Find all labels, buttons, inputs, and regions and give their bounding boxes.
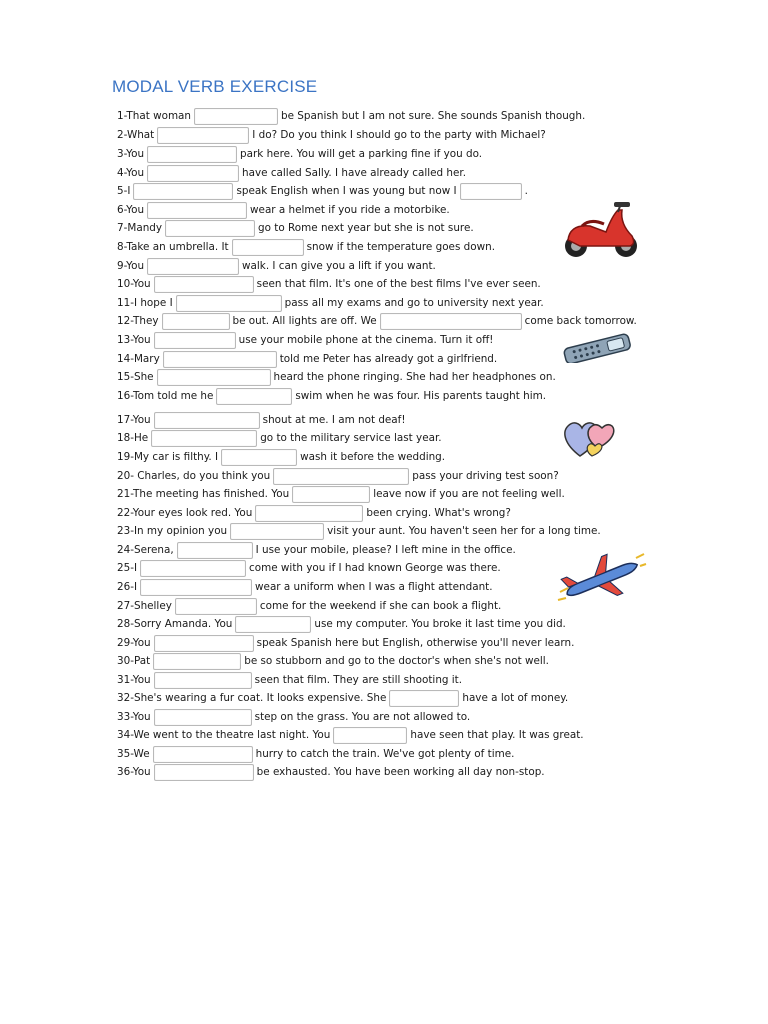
exercise-text: come with you if I had known George was there.	[249, 562, 501, 574]
exercise-text: be Spanish but I am not sure. She sounds Spanish though.	[281, 110, 586, 122]
exercise-text: 27-Shelley	[117, 600, 172, 612]
exercise-text: be so stubborn and go to the doctor's when she's not well.	[244, 655, 549, 667]
exercise-text: 12-They	[117, 315, 159, 327]
exercise-text: 18-He	[117, 432, 149, 444]
exercise-line	[117, 522, 601, 540]
exercise-text: 6-You	[117, 204, 145, 216]
exercise-line	[117, 448, 445, 466]
exercise-text: 4-You	[117, 167, 145, 179]
exercise-line	[117, 331, 493, 349]
answer-blank[interactable]	[165, 220, 255, 237]
answer-blank[interactable]	[232, 239, 304, 256]
exercise-line	[117, 312, 637, 330]
exercise-text: swim when he was four. His parents taught him.	[295, 390, 547, 402]
mobile-phone-icon	[560, 333, 634, 363]
exercise-text: be out. All lights are off. We	[232, 315, 377, 327]
answer-blank[interactable]	[154, 412, 260, 429]
exercise-text: 3-You	[117, 148, 145, 160]
exercise-text: use my computer. You broke it last time you did.	[314, 618, 566, 630]
answer-blank[interactable]	[147, 146, 237, 163]
exercise-text: 20- Charles, do you think you	[117, 470, 271, 482]
answer-blank[interactable]	[292, 486, 370, 503]
exercise-text: have called Sally. I have already called her.	[242, 167, 467, 179]
exercise-text: step on the grass. You are not allowed to.	[254, 711, 471, 723]
exercise-text: park here. You will get a parking fine if you do.	[240, 148, 483, 160]
answer-blank[interactable]	[221, 449, 297, 466]
exercise-text: 17-You	[117, 414, 151, 426]
answer-blank[interactable]	[151, 430, 257, 447]
exercise-line	[117, 708, 470, 726]
exercise-text: 19-My car is filthy. I	[117, 451, 219, 463]
exercise-line	[117, 485, 565, 503]
exercise-text: 10-You	[117, 278, 151, 290]
exercise-line	[117, 541, 516, 559]
answer-blank[interactable]	[140, 560, 246, 577]
exercise-text: 24-Serena,	[117, 544, 174, 556]
exercise-line	[117, 219, 474, 237]
answer-blank[interactable]	[175, 598, 257, 615]
exercise-line	[117, 257, 436, 275]
exercise-text: have seen that play. It was great.	[410, 729, 584, 741]
exercise-text: 30-Pat	[117, 655, 151, 667]
exercise-text: I use your mobile, please? I left mine in the office.	[255, 544, 516, 556]
exercise-line	[117, 368, 556, 386]
answer-blank[interactable]	[154, 635, 254, 652]
exercise-text: told me Peter has already got a girlfriend.	[279, 353, 498, 365]
exercise-text: walk. I can give you a lift if you want.	[242, 260, 436, 272]
exercise-line	[117, 411, 406, 429]
exercise-line	[117, 107, 585, 125]
exercise-text: 5-I	[117, 185, 131, 197]
exercise-text: seen that film. It's one of the best films I've ever seen.	[256, 278, 541, 290]
exercise-text: shout at me. I am not deaf!	[262, 414, 406, 426]
exercise-text: 26-I	[117, 581, 138, 593]
exercise-text: .	[524, 185, 528, 197]
answer-blank[interactable]	[153, 746, 253, 763]
exercise-line	[117, 689, 568, 707]
exercise-line	[117, 634, 574, 652]
exercise-line	[117, 504, 511, 522]
exercise-text: 16-Tom told me he	[117, 390, 214, 402]
exercise-line	[117, 726, 584, 744]
exercise-line	[117, 597, 501, 615]
answer-blank[interactable]	[194, 108, 278, 125]
exercise-text: speak English when I was young but now I	[236, 185, 457, 197]
answer-blank[interactable]	[216, 388, 292, 405]
exercise-text: 2-What	[117, 129, 155, 141]
exercise-text: leave now if you are not feeling well.	[373, 488, 565, 500]
exercise-text: 13-You	[117, 334, 151, 346]
scooter-icon	[560, 196, 642, 260]
exercise-text: 33-You	[117, 711, 151, 723]
answer-blank[interactable]	[235, 616, 311, 633]
exercise-text: 25-I	[117, 562, 138, 574]
answer-blank[interactable]	[176, 295, 282, 312]
exercise-line	[117, 467, 559, 485]
exercise-text: wear a uniform when I was a flight attendant.	[255, 581, 493, 593]
exercise-line	[117, 387, 546, 405]
exercise-line	[117, 182, 528, 200]
exercise-text: 7-Mandy	[117, 222, 163, 234]
answer-blank[interactable]	[162, 313, 230, 330]
answer-blank[interactable]	[133, 183, 233, 200]
answer-blank[interactable]	[140, 579, 252, 596]
exercise-text: snow if the temperature goes down.	[306, 241, 496, 253]
answer-blank[interactable]	[154, 276, 254, 293]
exercise-line	[117, 164, 466, 182]
hearts-icon	[562, 412, 616, 462]
page-title: MODAL VERB EXERCISE	[112, 77, 318, 96]
answer-blank[interactable]	[157, 369, 271, 386]
exercise-text: wash it before the wedding.	[300, 451, 446, 463]
exercise-text: come for the weekend if she can book a flight.	[259, 600, 502, 612]
exercise-text: have a lot of money.	[462, 692, 569, 704]
exercise-text: 35-We	[117, 748, 150, 760]
answer-blank[interactable]	[177, 542, 253, 559]
exercise-text: 11-I hope I	[117, 297, 173, 309]
exercise-line	[117, 763, 545, 781]
exercise-text: 15-She	[117, 371, 154, 383]
answer-blank[interactable]	[154, 709, 252, 726]
answer-blank[interactable]	[460, 183, 522, 200]
exercise-line	[117, 615, 566, 633]
answer-blank[interactable]	[333, 727, 407, 744]
answer-blank[interactable]	[230, 523, 324, 540]
answer-blank[interactable]	[163, 351, 277, 368]
exercise-text: 23-In my opinion you	[117, 525, 228, 537]
exercise-line	[117, 294, 544, 312]
exercise-line	[117, 671, 462, 689]
answer-blank[interactable]	[389, 690, 459, 707]
answer-blank[interactable]	[157, 127, 249, 144]
exercise-text: use your mobile phone at the cinema. Turn it off!	[238, 334, 494, 346]
exercise-text: 1-That woman	[117, 110, 192, 122]
exercise-text: go to Rome next year but she is not sure.	[258, 222, 474, 234]
exercise-text: 34-We went to the theatre last night. You	[117, 729, 331, 741]
exercise-text: 28-Sorry Amanda. You	[117, 618, 233, 630]
exercise-text: 14-Mary	[117, 353, 160, 365]
exercise-line	[117, 745, 514, 763]
exercise-text: 31-You	[117, 674, 151, 686]
exercise-text: 29-You	[117, 637, 151, 649]
exercise-line	[117, 238, 495, 256]
answer-blank[interactable]	[255, 505, 363, 522]
exercise-line	[117, 578, 493, 596]
airplane-icon	[556, 552, 648, 606]
answer-blank[interactable]	[153, 653, 241, 670]
exercise-line	[117, 652, 549, 670]
exercise-text: heard the phone ringing. She had her headphones on.	[273, 371, 556, 383]
answer-blank[interactable]	[147, 258, 239, 275]
answer-blank[interactable]	[154, 672, 252, 689]
answer-blank[interactable]	[154, 764, 254, 781]
exercise-text: speak Spanish here but English, otherwise you'll never learn.	[256, 637, 575, 649]
exercise-text: pass your driving test soon?	[412, 470, 559, 482]
answer-blank[interactable]	[154, 332, 236, 349]
exercise-text: hurry to catch the train. We've got plenty of time.	[255, 748, 515, 760]
answer-blank[interactable]	[273, 468, 409, 485]
answer-blank[interactable]	[147, 202, 247, 219]
exercise-text: wear a helmet if you ride a motorbike.	[250, 204, 450, 216]
exercise-text: 32-She's wearing a fur coat. It looks expensive. She	[117, 692, 387, 704]
exercise-text: 8-Take an umbrella. It	[117, 241, 229, 253]
exercise-text: be exhausted. You have been working all day non-stop.	[256, 766, 545, 778]
exercise-text: 9-You	[117, 260, 145, 272]
exercise-text: visit your aunt. You haven't seen her for a long time.	[327, 525, 601, 537]
exercise-line	[117, 559, 501, 577]
exercise-line	[117, 350, 497, 368]
exercise-text: 21-The meeting has finished. You	[117, 488, 290, 500]
exercise-line	[117, 429, 442, 447]
exercise-line	[117, 126, 546, 144]
exercise-text: come back tomorrow.	[524, 315, 637, 327]
exercise-text: go to the military service last year.	[260, 432, 442, 444]
exercise-text: been crying. What's wrong?	[366, 507, 511, 519]
exercise-text: pass all my exams and go to university next year.	[284, 297, 544, 309]
exercise-text: 22-Your eyes look red. You	[117, 507, 253, 519]
exercise-line	[117, 145, 482, 163]
exercise-line	[117, 201, 450, 219]
exercise-text: I do? Do you think I should go to the party with Michael?	[252, 129, 546, 141]
exercise-text: 36-You	[117, 766, 151, 778]
answer-blank[interactable]	[147, 165, 239, 182]
answer-blank[interactable]	[380, 313, 522, 330]
exercise-line	[117, 275, 541, 293]
exercise-text: seen that film. They are still shooting it.	[254, 674, 463, 686]
